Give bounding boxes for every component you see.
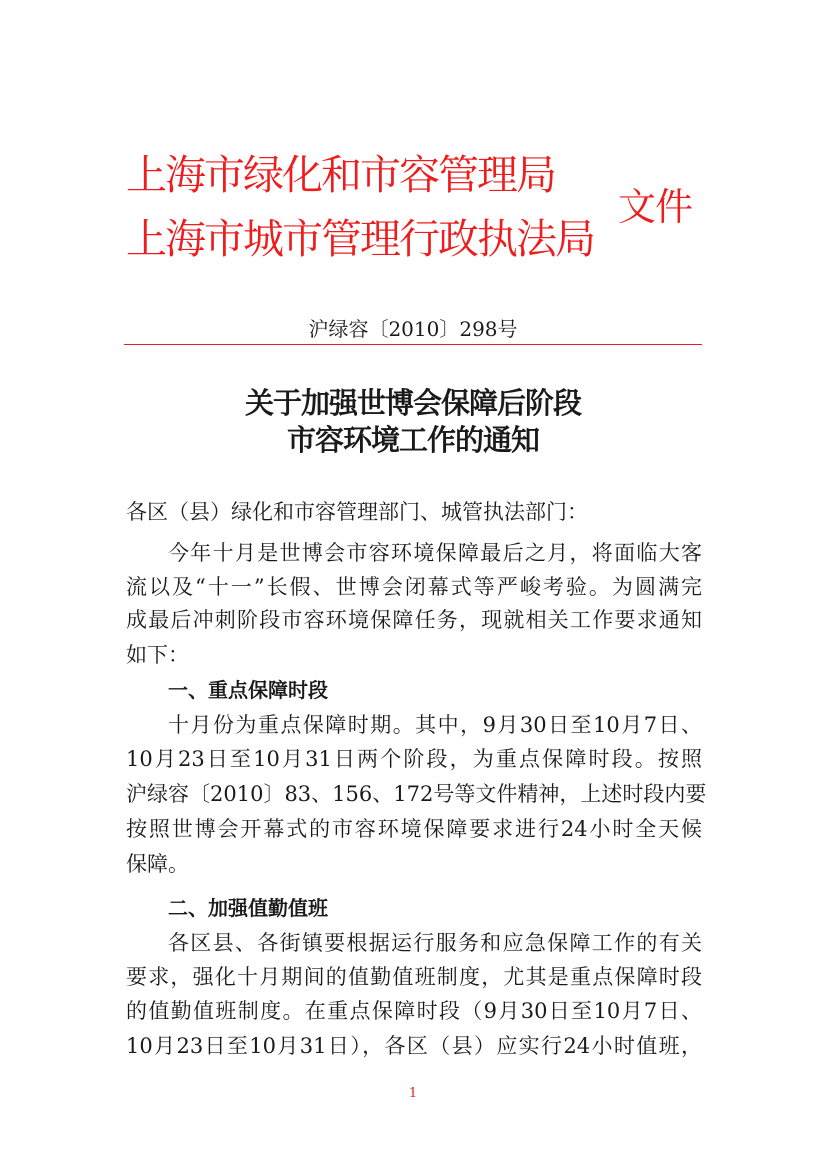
body-line: 如下： bbox=[126, 643, 189, 667]
body-line: 10月23日至10月31日），各区（县）应实行24小时值班， bbox=[126, 1034, 702, 1058]
body-line: 流以及“十一”长假、世博会闭幕式等严峻考验。为圆满完 bbox=[126, 575, 702, 599]
body-line: 沪绿容〔2010〕83、156、172号等文件精神，上述时段内要 bbox=[126, 782, 707, 806]
section-heading-2: 二、加强值勤值班 bbox=[168, 896, 328, 920]
header-divider bbox=[124, 344, 702, 345]
document-title-line-2: 市容环境工作的通知 bbox=[286, 423, 539, 457]
body-line: 各区县、各街镇要根据运行服务和应急保障工作的有关 bbox=[168, 931, 702, 955]
issuer-name-enforcement-bureau: 上海市城市管理行政执法局 bbox=[126, 215, 594, 263]
body-line: 保障。 bbox=[126, 852, 189, 876]
document-title-line-1: 关于加强世博会保障后阶段 bbox=[244, 386, 581, 420]
salutation: 各区（县）绿化和市容管理部门、城管执法部门： bbox=[126, 500, 588, 524]
section-heading-1: 一、重点保障时段 bbox=[168, 678, 328, 702]
body-line: 十月份为重点保障时期。其中，9月30日至10月7日、 bbox=[168, 713, 702, 737]
page-number: 1 bbox=[408, 1086, 418, 1101]
document-number: 沪绿容〔2010〕298号 bbox=[308, 317, 518, 341]
body-line: 10月23日至10月31日两个阶段，为重点保障时段。按照 bbox=[126, 747, 702, 771]
body-line: 成最后冲刺阶段市容环境保障任务，现就相关工作要求通知 bbox=[126, 608, 702, 632]
issuer-suffix: 文件 bbox=[618, 185, 693, 229]
body-line: 今年十月是世博会市容环境保障最后之月，将面临大客 bbox=[168, 541, 702, 565]
issuer-name-greening-bureau: 上海市绿化和市容管理局 bbox=[126, 151, 555, 199]
body-line: 的值勤值班制度。在重点保障时段（9月30日至10月7日、 bbox=[126, 999, 702, 1023]
body-line: 要求，强化十月期间的值勤值班制度，尤其是重点保障时段 bbox=[126, 965, 702, 989]
body-line: 按照世博会开幕式的市容环境保障要求进行24小时全天候 bbox=[126, 817, 702, 841]
